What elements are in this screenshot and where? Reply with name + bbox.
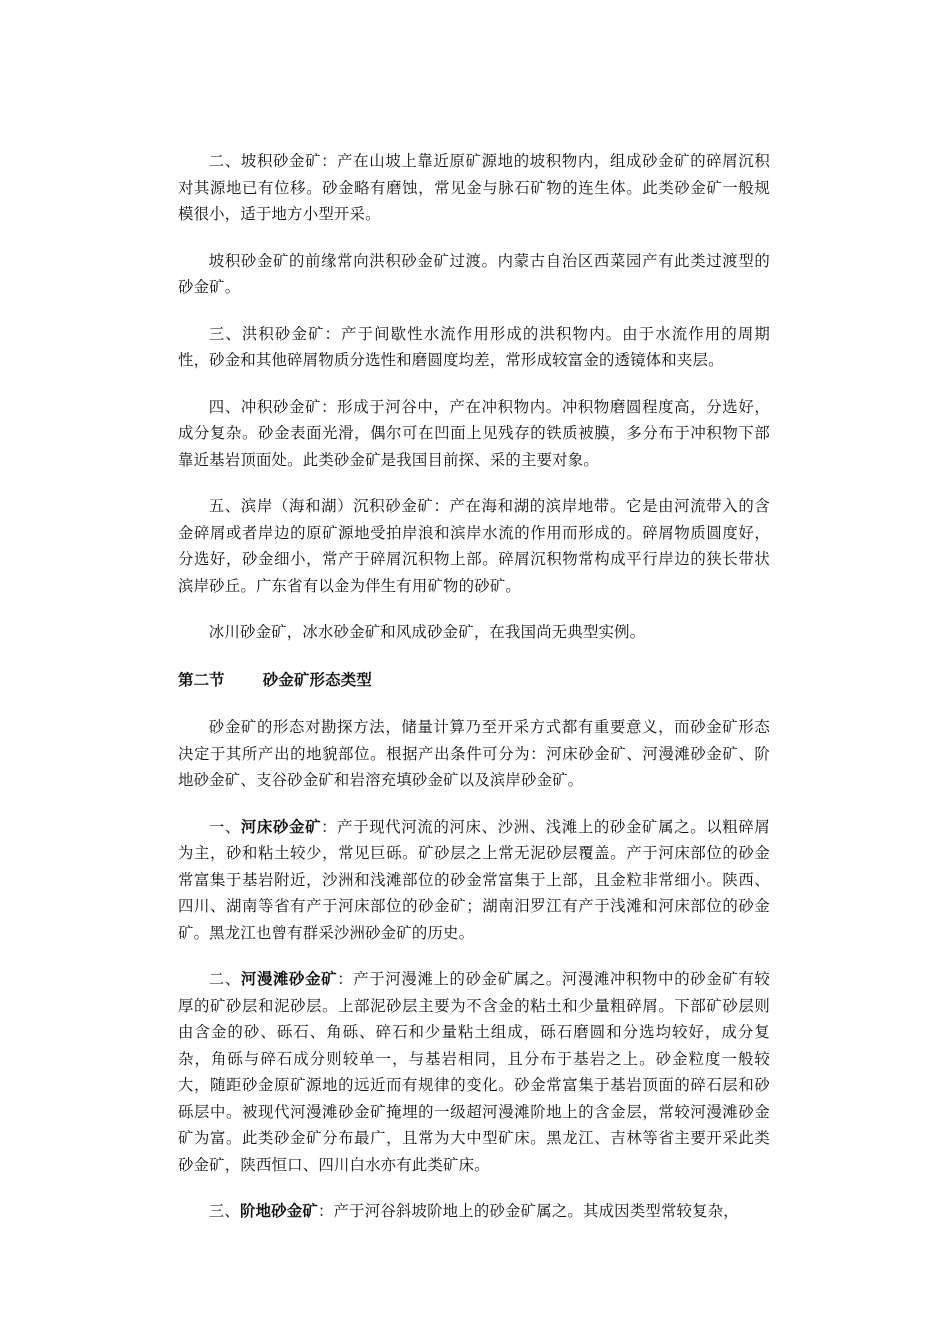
item-prefix: 一、	[208, 817, 241, 836]
item-term: 阶地砂金矿	[239, 1202, 318, 1220]
paragraph-transition: 坡积砂金矿的前缘常向洪积砂金矿过渡。内蒙古自治区西菜园产有此类过渡型的砂金矿。	[178, 251, 770, 296]
item-term: 河床砂金矿	[240, 817, 322, 836]
item-prefix: 二、	[208, 970, 241, 988]
item-text: ：产于现代河流的河床、沙洲、浅滩上的砂金矿属之。以粗碎屑为主，砂和粘土较少，常见巨砾。矿砂层之上常无泥砂层覆盖。产于河床部位的砂金常富集于基岩附近，沙洲和浅滩部位的砂金常富集于上部，且金粒非常细小。陕西、四川、湖南等省有产于河床部位的砂金矿；湖南汨罗江有产于浅滩和河床部位的砂金矿。黑龙江也曾有群采沙洲砂金矿的历史。	[178, 817, 770, 942]
paragraph-intro: 砂金矿的形态对勘探方法，储量计算乃至开采方式都有重要意义，而砂金矿形态决定于其所产出的地貌部位。根据产出条件可分为：河床砂金矿、河漫滩砂金矿、阶地砂金矿、支谷砂金矿和岩溶充填砂金矿以及滨岸砂金矿。	[178, 718, 770, 789]
paragraph-alluvial-deposit: 四、冲积砂金矿：形成于河谷中，产在冲积物内。冲积物磨圆程度高，分选好，成分复杂。砂金表面光滑，偶尔可在凹面上见残存的铁质被膜，多分布于冲积物下部靠近基岩顶面处。此类砂金矿是我国目前探、采的主要对象。	[178, 397, 770, 469]
paragraph-floodplain-deposit	[178, 966, 770, 1178]
item-prefix: 三、	[208, 1202, 240, 1220]
item-text: ：产于河谷斜坡阶地上的砂金矿属之。其成因类型常较复杂，	[317, 1202, 739, 1220]
paragraph-riverbed-deposit	[178, 814, 770, 947]
section-number: 第二节	[178, 670, 225, 689]
paragraph-slope-deposit: 二、坡积砂金矿：产在山坡上靠近原矿源地的坡积物内，组成砂金矿的碎屑沉积对其源地已有位移。砂金略有磨蚀，常见金与脉石矿物的连生体。此类砂金矿一般规模很小，适于地方小型开采。	[178, 152, 770, 223]
item-term: 河漫滩砂金矿	[240, 970, 338, 988]
paragraph-proluvial-deposit: 三、洪积砂金矿：产于间歇性水流作用形成的洪积物内。由于水流作用的周期性，砂金和其他碎屑物质分选性和磨圆度均差，常形成较富金的透镜体和夹层。	[178, 324, 770, 369]
paragraph-coastal-deposit: 五、滨岸（海和湖）沉积砂金矿：产在海和湖的滨岸地带。它是由河流带入的含金碎屑或者岸边的原矿源地受拍岸浪和滨岸水流的作用而形成的。碎屑物质圆度好，分选好，砂金细小，常产于碎屑沉积物上部。碎屑沉积物常构成平行岸边的狭长带状滨岸砂丘。广东省有以金为伴生有用矿物的砂矿。	[178, 497, 770, 595]
section-title: 砂金矿形态类型	[262, 670, 372, 689]
paragraph-glacial-note: 冰川砂金矿，冰水砂金矿和风成砂金矿，在我国尚无典型实例。	[208, 623, 646, 641]
section-heading	[178, 667, 770, 694]
item-text: ：产于河漫滩上的砂金矿属之。河漫滩冲积物中的砂金矿有较厚的矿砂层和泥砂层。上部泥砂层主要为不含金的粘土和少量粗碎屑。下部矿砂层则由含金的砂、砾石、角砾、碎石和少量粘土组成，砾石磨圆和分选均较好，成分复杂，角砾与碎石成分则较单一，与基岩相同，且分布于基岩之上。砂金粒度一般较大，随距砂金原矿源地的远近而有规律的变化。砂金常富集于基岩顶面的碎石层和砂砾层中。被现代河漫滩砂金矿掩埋的一级超河漫滩阶地上的含金层，常较河漫滩砂金矿为富。此类砂金矿分布最广，且常为大中型矿床。黑龙江、吉林等省主要开采此类砂金矿，陕西恒口、四川白水亦有此类矿床。	[178, 970, 771, 1174]
document-page	[178, 148, 770, 1225]
paragraph-terrace-deposit	[178, 1198, 770, 1225]
